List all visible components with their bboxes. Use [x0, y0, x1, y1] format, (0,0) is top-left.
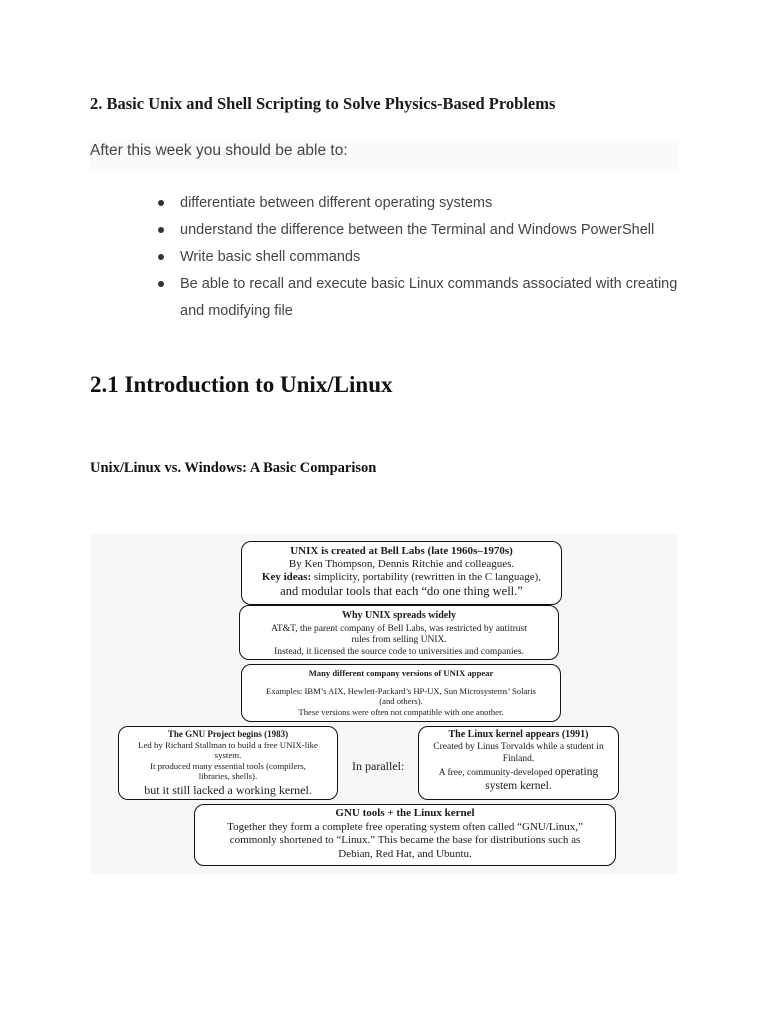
- gnu-project-line: Led by Richard Stallman to build a free UNIX-like: [138, 739, 318, 750]
- unix-spreads-line: AT&T, the parent company of Bell Labs, was restricted by antitrust: [271, 623, 527, 634]
- bullet-icon: [158, 254, 164, 260]
- gnu-linux-title: GNU tools + the Linux kernel: [335, 807, 475, 819]
- objective-text: Be able to recall and execute basic Linux commands associated with creating and modifying file: [180, 276, 678, 319]
- bullet-icon: [158, 227, 164, 233]
- unix-history-diagram: [90, 534, 678, 874]
- objective-item: [158, 217, 698, 244]
- unix-versions-line: (and others).: [379, 696, 423, 706]
- unix-created-line: By Ken Thompson, Dennis Ritchie and colleagues.: [288, 558, 515, 570]
- bullet-icon: [158, 200, 164, 206]
- linux-kernel-line: Finland.: [502, 754, 535, 764]
- objective-text: understand the difference between the Terminal and Windows PowerShell: [180, 222, 655, 238]
- intro-text: After this week you should be able to:: [90, 142, 348, 159]
- objective-item: [158, 244, 698, 271]
- unix-spreads-line: Instead, it licensed the source code to universities and companies.: [274, 646, 524, 657]
- unix-versions-title: Many different company versions of UNIX appear: [308, 668, 494, 678]
- intro-heading: 2.1 Introduction to Unix/Linux: [90, 372, 393, 397]
- linux-kernel-text: operating: [554, 766, 599, 778]
- linux-kernel-text: A free, community-developed: [438, 768, 555, 778]
- objective-text: differentiate between different operating systems: [180, 195, 493, 211]
- gnu-project-title: The GNU Project begins (1983): [167, 729, 289, 739]
- key-ideas-text: simplicity, portability (rewritten in the C language),: [311, 571, 542, 583]
- linux-kernel-line: [423, 765, 614, 779]
- linux-kernel-title: The Linux kernel appears (1991): [448, 729, 589, 740]
- unix-spreads-line: rules from selling UNIX.: [351, 635, 447, 645]
- unix-versions-line: Examples: IBM’s AIX, Hewlett-Packard’s HP-UX, Sun Microsystems’ Solaris: [266, 685, 536, 696]
- linux-kernel-line: system kernel.: [485, 780, 552, 792]
- gnu-linux-line: Together they form a complete free operating system often called “GNU/Linux,”: [227, 820, 583, 833]
- gnu-linux-line: Debian, Red Hat, and Ubuntu.: [338, 847, 472, 860]
- objectives-list: [158, 190, 698, 325]
- gnu-project-line: but it still lacked a working kernel.: [144, 782, 312, 797]
- linux-kernel-box: [418, 726, 619, 800]
- unix-created-title: UNIX is created at Bell Labs (late 1960s–1970s): [290, 545, 513, 557]
- gnu-project-line: system.: [214, 750, 242, 760]
- bullet-icon: [158, 281, 164, 287]
- unix-spreads-title: Why UNIX spreads widely: [342, 610, 456, 621]
- unix-key-ideas-line: [242, 571, 561, 584]
- in-parallel-label: In parallel:: [352, 759, 405, 773]
- unix-versions-line: These versions were often not compatible with one another.: [298, 706, 504, 717]
- key-ideas-label: Key ideas:: [261, 571, 312, 583]
- linux-kernel-line: Created by Linus Torvalds while a student in: [433, 742, 604, 752]
- objective-item: [158, 190, 698, 217]
- objective-item: [158, 271, 698, 325]
- gnu-project-line: libraries, shells).: [198, 771, 258, 781]
- unix-created-box: [241, 541, 562, 605]
- gnu-project-box: [118, 726, 338, 800]
- unix-versions-box: [241, 664, 561, 722]
- gnu-linux-box: [194, 804, 616, 866]
- objective-text: Write basic shell commands: [180, 249, 361, 265]
- comparison-heading: Unix/Linux vs. Windows: A Basic Comparison: [90, 460, 377, 476]
- section-title: 2. Basic Unix and Shell Scripting to Solve Physics-Based Problems: [90, 94, 556, 113]
- unix-spreads-box: [239, 605, 559, 660]
- unix-created-line: and modular tools that each “do one thing well.”: [280, 584, 523, 598]
- gnu-project-line: It produced many essential tools (compilers,: [150, 760, 306, 771]
- gnu-linux-line: commonly shortened to “Linux.” This became the base for distributions such as: [229, 834, 581, 846]
